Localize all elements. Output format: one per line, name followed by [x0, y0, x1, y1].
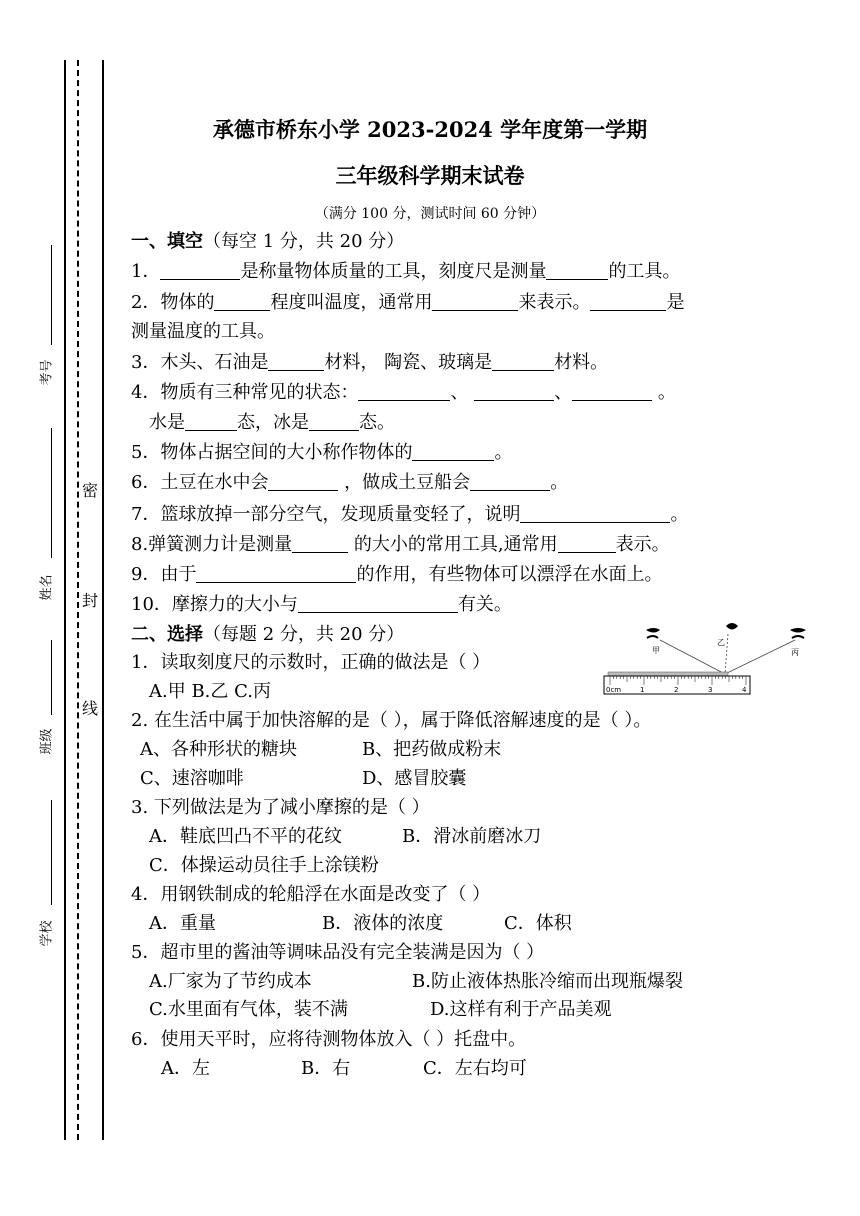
fill-question-9: 9．由于 的作用，有些物体可以漂浮在水面上。: [131, 564, 663, 585]
blank[interactable]: [268, 352, 324, 371]
section2-title: 二、选择: [131, 624, 203, 645]
seal-char-xian: 线: [82, 699, 99, 718]
choice-question-1: 1．读取刻度尺的示数时，正确的做法是（ ）: [131, 652, 491, 673]
ruler-reading-figure: [600, 618, 810, 700]
choice-question-2: 2. 在生活中属于加快溶解的是（ ），属于降低溶解速度的是（ ）。: [131, 710, 652, 731]
choice-question-5: 5．超市里的酱油等调味品没有完全装满是因为（ ）: [131, 942, 545, 963]
exam-title-line1: 承德市桥东小学 2023-2024 学年度第一学期: [212, 117, 648, 142]
fill-question-2: 2．物体的 程度叫温度，通常用 来表示。 是: [131, 292, 685, 313]
blank[interactable]: [432, 292, 518, 311]
choice-question-6-option-b[interactable]: B．右: [301, 1058, 351, 1079]
choice-question-5-option-d[interactable]: D.这样有利于产品美观: [430, 999, 612, 1020]
sight-line-yi: [725, 634, 728, 674]
blank[interactable]: [470, 472, 550, 491]
choice-question-3: 3. 下列做法是为了减小摩擦的是（ ）: [131, 797, 430, 818]
eye-yi-icon: [726, 623, 738, 630]
blank[interactable]: [572, 382, 652, 401]
field-name-label: 姓名: [39, 574, 55, 601]
choice-question-4-option-a[interactable]: A．重量: [149, 913, 216, 934]
choice-question-4-option-b[interactable]: B．液体的浓度: [322, 913, 444, 934]
measured-object: [608, 672, 728, 676]
blank[interactable]: [358, 382, 450, 401]
blank[interactable]: [474, 382, 554, 401]
choice-question-3-option-a[interactable]: A．鞋底凹凸不平的花纹: [149, 826, 342, 847]
blank[interactable]: [268, 472, 338, 491]
fill-question-8: 8.弹簧测力计是测量 的大小的常用工具,通常用 表示。: [131, 534, 670, 555]
choice-question-6-option-c[interactable]: C．左右均可: [423, 1058, 527, 1079]
fill-question-6: 6．土豆在水中会 ，做成土豆船会 。: [131, 472, 569, 493]
choice-question-3-option-b[interactable]: B．滑冰前磨冰刀: [402, 826, 542, 847]
field-class[interactable]: [30, 640, 60, 760]
blank[interactable]: [196, 564, 356, 583]
section1-heading: [131, 229, 404, 255]
fill-question-7: 7．篮球放掉一部分空气，发现质量变轻了，说明 。: [131, 504, 689, 525]
choice-question-4: 4．用钢铁制成的轮船浮在水面是改变了（ ）: [131, 884, 491, 905]
ruler-tick-label: 3: [708, 686, 713, 694]
blank[interactable]: [590, 292, 666, 311]
fill-question-10: 10．摩擦力的大小与 有关。: [131, 594, 512, 615]
blank[interactable]: [546, 261, 608, 280]
binding-line-dashed: [77, 60, 79, 1140]
field-school-label: 学校: [39, 920, 55, 947]
field-exam-number-line: [51, 245, 52, 345]
choice-question-2-option-c[interactable]: C、速溶咖啡: [140, 768, 244, 789]
choice-question-5-option-c[interactable]: C.水里面有气体，装不满: [149, 999, 348, 1020]
field-class-label: 班级: [39, 728, 55, 755]
fill-question-4-cont: 水是 态，冰是 态。: [149, 412, 395, 433]
view-label-yi: 乙: [717, 638, 725, 647]
choice-question-2-option-a[interactable]: A、各种形状的糖块: [140, 739, 297, 760]
fill-question-1: 1． 是称量物体质量的工具，刻度尺是测量 的工具。: [131, 261, 681, 282]
choice-question-6: 6．使用天平时，应将待测物体放入（ ）托盘中。: [131, 1029, 527, 1050]
blank[interactable]: [558, 534, 616, 553]
eye-jia-icon: [646, 628, 660, 638]
binding-line-solid-inner: [102, 60, 104, 1140]
section2-heading: [131, 622, 404, 648]
seal-char-feng: 封: [82, 591, 99, 610]
fill-question-5: 5．物体占据空间的大小称作物体的 。: [131, 442, 513, 463]
ruler-tick-label: 2: [674, 686, 679, 694]
view-label-bing: 丙: [791, 648, 799, 657]
blank[interactable]: [160, 261, 240, 280]
binding-line-solid-outer: [64, 60, 66, 1140]
ruler-tick-label: 0cm: [606, 686, 622, 694]
field-exam-number[interactable]: [30, 245, 60, 395]
fill-question-2-cont: 测量温度的工具。: [131, 321, 275, 342]
field-school[interactable]: [30, 800, 60, 960]
section1-scoring: （每空 1 分，共 20 分）: [203, 231, 405, 252]
choice-question-5-option-a[interactable]: A.厂家为了节约成本: [149, 971, 312, 992]
field-name[interactable]: [30, 428, 60, 608]
sight-line-jia: [660, 640, 725, 674]
choice-question-2-option-b[interactable]: B、把药做成粉末: [362, 739, 502, 760]
field-class-line: [51, 640, 52, 715]
choice-question-6-option-a[interactable]: A．左: [161, 1058, 210, 1079]
choice-question-5-option-b[interactable]: B.防止液体热胀冷缩而出现瓶爆裂: [412, 971, 683, 992]
choice-question-3-option-c[interactable]: C．体操运动员往手上涂镁粉: [149, 855, 379, 876]
sight-line-bing: [725, 640, 795, 674]
eye-bing-icon: [790, 628, 806, 638]
field-school-line: [51, 800, 52, 905]
blank[interactable]: [185, 412, 237, 431]
field-exam-number-label: 考号: [39, 359, 55, 386]
exam-title-line2: 三年级科学期末试卷: [335, 163, 525, 188]
choice-question-1-options[interactable]: A.甲 B.乙 C.丙: [149, 681, 271, 702]
blank[interactable]: [214, 292, 270, 311]
section2-scoring: （每题 2 分，共 20 分）: [203, 624, 405, 645]
blank[interactable]: [298, 594, 458, 613]
blank[interactable]: [309, 412, 359, 431]
fill-question-3: 3．木头、石油是 材料， 陶瓷、玻璃是 材料。: [131, 352, 609, 373]
section1-title: 一、填空: [131, 231, 203, 252]
exam-note: （满分 100 分，测试时间 60 分钟）: [314, 206, 546, 222]
blank[interactable]: [520, 504, 670, 523]
blank[interactable]: [492, 352, 554, 371]
seal-char-mi: 密: [82, 481, 99, 500]
choice-question-2-option-d[interactable]: D、感冒胶囊: [362, 768, 467, 789]
fill-question-4: 4．物质有三种常见的状态： 、 、 。: [131, 382, 676, 403]
blank[interactable]: [292, 534, 348, 553]
field-name-line: [51, 428, 52, 558]
choice-question-4-option-c[interactable]: C．体积: [504, 913, 572, 934]
ruler-tick-label: 4: [742, 686, 747, 694]
ruler-tick-label: 1: [640, 686, 645, 694]
view-label-jia: 甲: [652, 646, 660, 655]
blank[interactable]: [412, 442, 494, 461]
